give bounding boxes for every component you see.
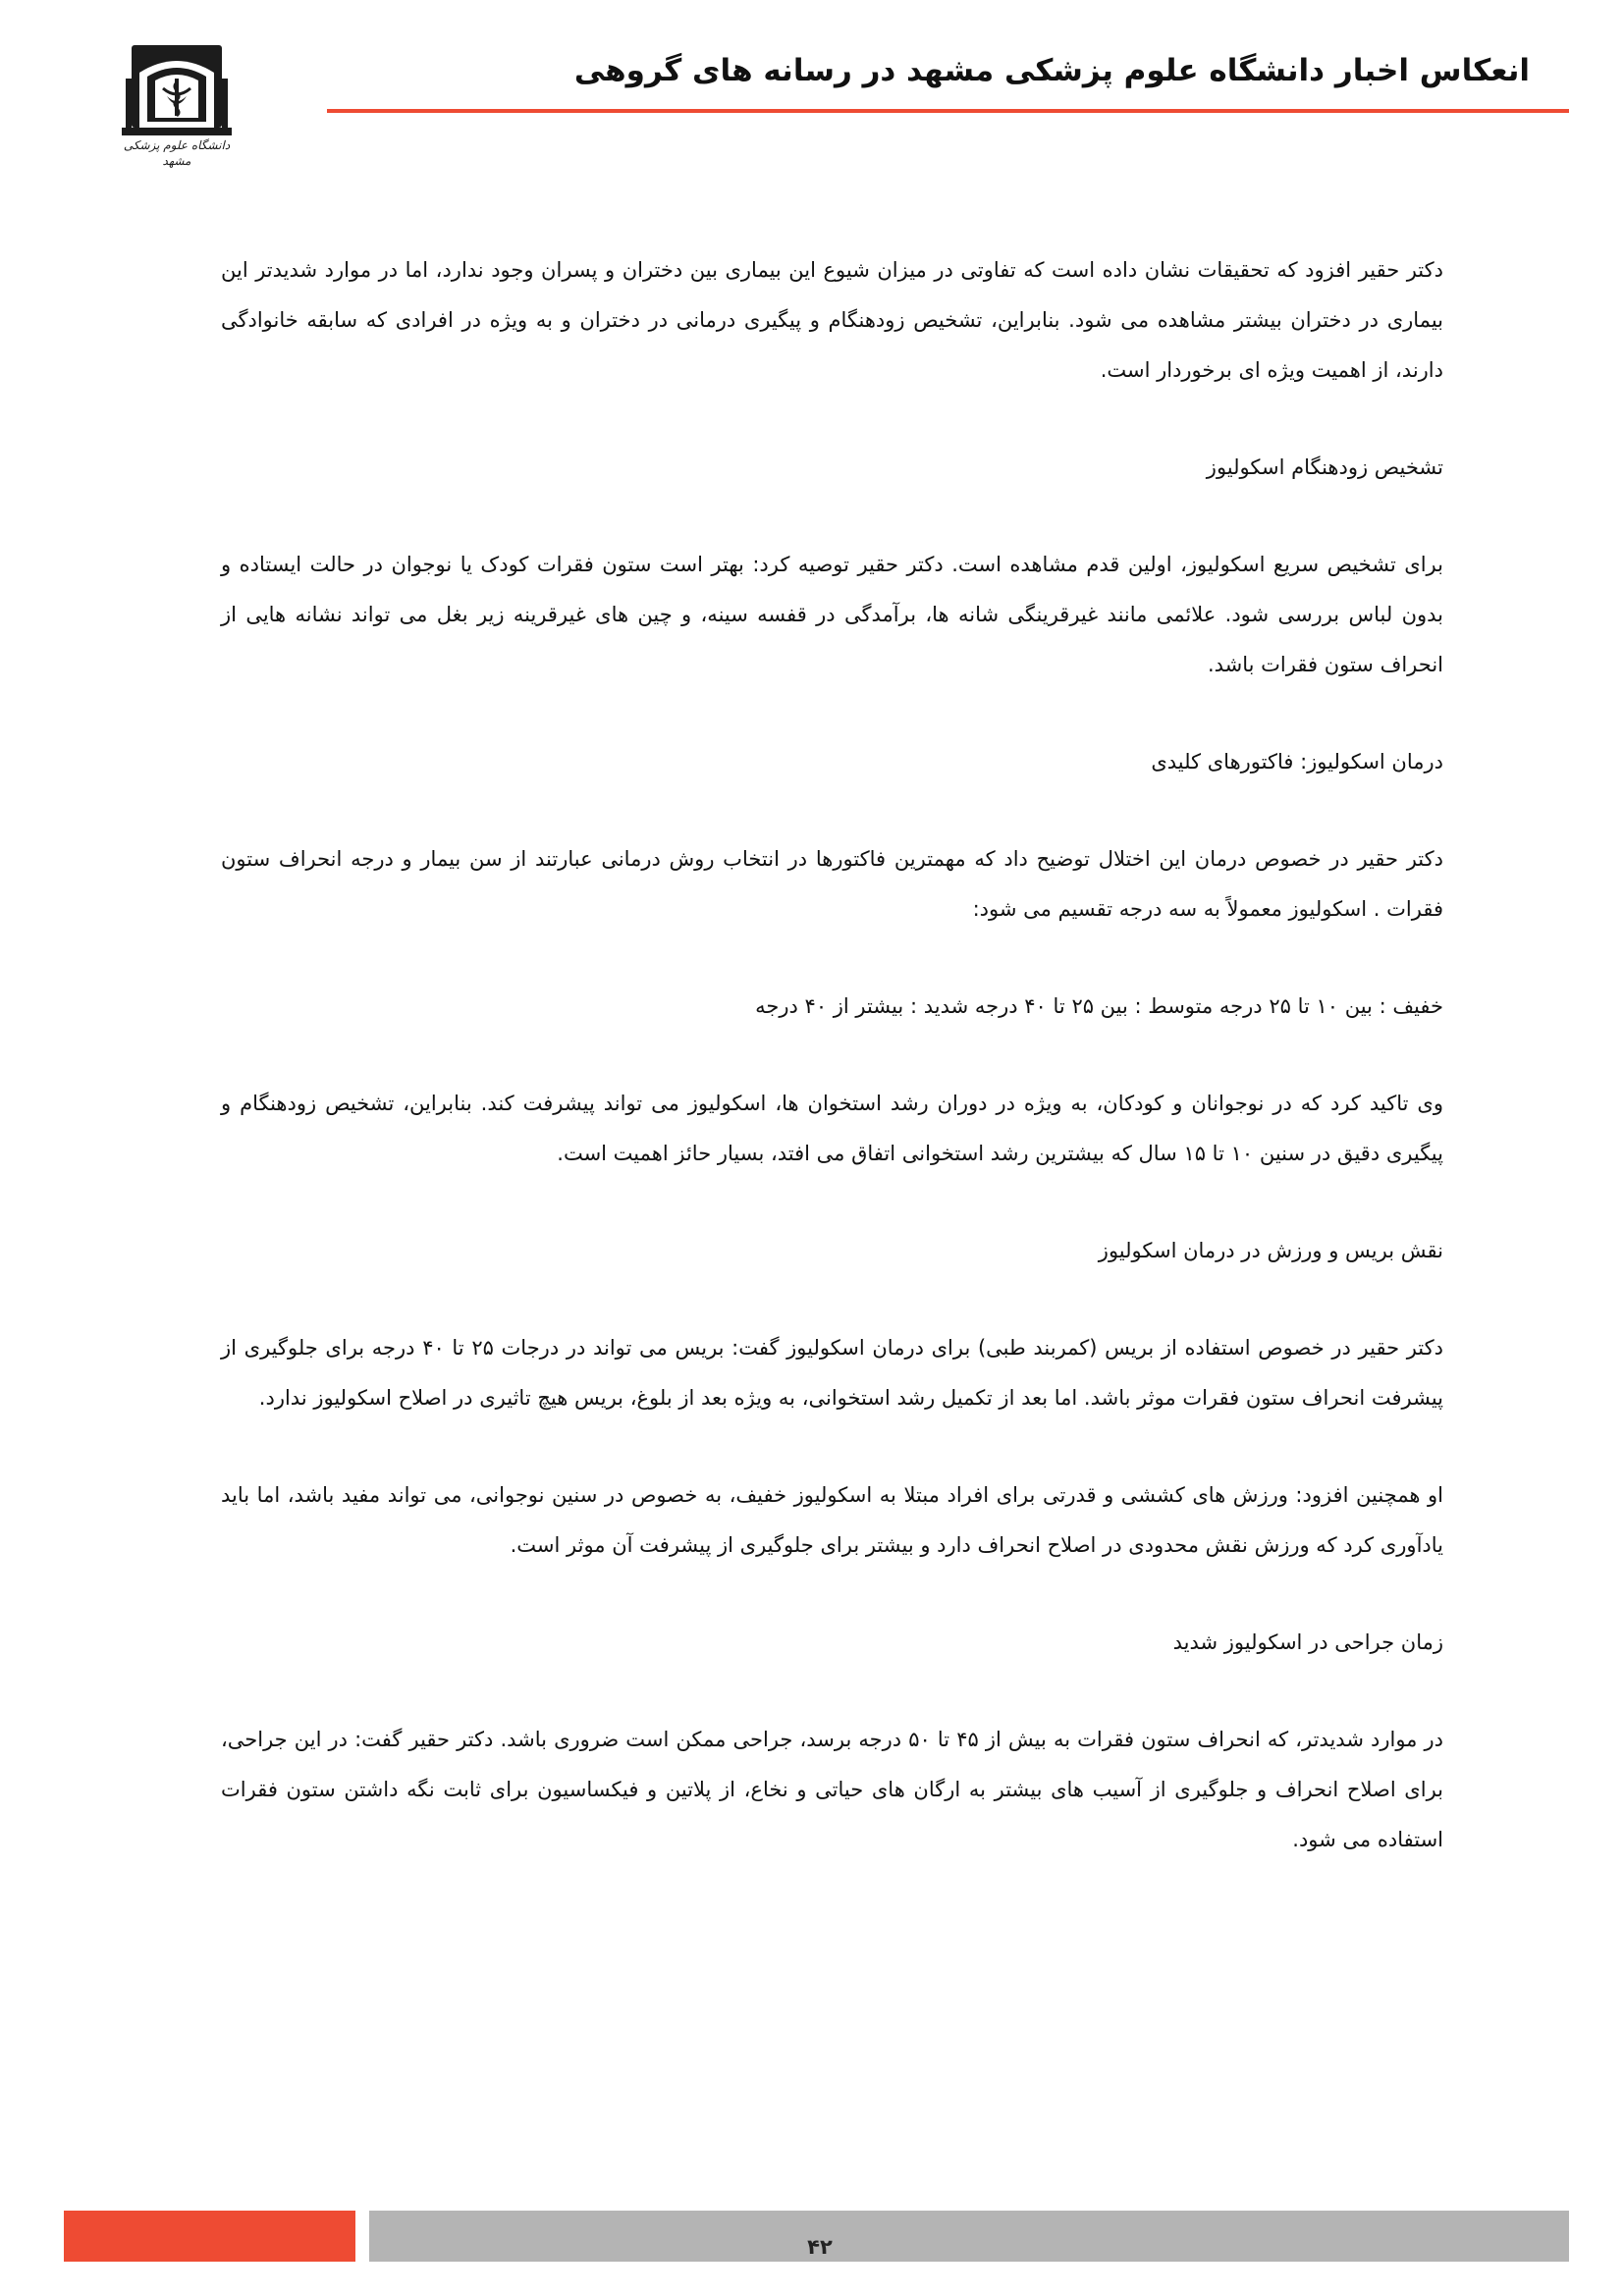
article-paragraph: برای تشخیص سریع اسکولیوز، اولین قدم مشاهده است. دکتر حقیر توصیه کرد: بهتر است ستون فقرات کودک یا نوجوان در حالت ایستاده و بدون لباس بررسی شود. علائمی مانند غیرقرینگی شانه ها، برآمدگی در قفسه سینه، و چین های غیرقرینه زیر بغل می تواند نشانه هایی از انحراف ستون فقرات باشد. (221, 553, 1443, 676)
footer-gray-bar (369, 2211, 1569, 2262)
section-heading: نقش بریس و ورزش در درمان اسکولیوز (1098, 1239, 1443, 1262)
section-heading: زمان جراحی در اسکولیوز شدید (1172, 1630, 1443, 1654)
article-body (221, 245, 1443, 1865)
university-logo (118, 39, 236, 167)
section-heading: تشخیص زودهنگام اسکولیوز (1206, 455, 1443, 479)
header-divider (327, 109, 1569, 113)
page-header-title: انعکاس اخبار دانشگاه علوم پزشکی مشهد در رسانه های گروهی (573, 53, 1530, 88)
article-paragraph: وی تاکید کرد که در نوجوانان و کودکان، به ویژه در دوران رشد استخوان ها، اسکولیوز می تواند پیشرفت کند. بنابراین، تشخیص زودهنگام و پیگیری دقیق در سنین ۱۰ تا ۱۵ سال که بیشترین رشد استخوانی اتفاق می افتد، بسیار حائز اهمیت است. (221, 1092, 1443, 1165)
page-number: ۴۲ (807, 2235, 833, 2259)
section-heading: درمان اسکولیوز: فاکتورهای کلیدی (1151, 750, 1443, 774)
article-paragraph: دکتر حقیر در خصوص استفاده از بریس (کمربند طبی) برای درمان اسکولیوز گفت: بریس می تواند در درجات ۲۵ تا ۴۰ درجه برای جلوگیری از پیشرفت انحراف ستون فقرات موثر باشد. اما بعد از تکمیل رشد استخوانی، به ویژه بعد از بلوغ، بریس هیچ تاثیری در اصلاح اسکولیوز ندارد. (221, 1336, 1443, 1410)
article-paragraph: دکتر حقیر افزود که تحقیقات نشان داده است که تفاوتی در میزان شیوع این بیماری بین دختران و پسران وجود ندارد، اما در موارد شدیدتر این بیماری در دختران بیشتر مشاهده می شود. بنابراین، تشخیص زودهنگام و پیگیری درمانی در دختران و به ویژه در افرادی که سابقه خانوادگی دارند، از اهمیت ویژه ای برخوردار است. (221, 258, 1443, 382)
footer-red-bar (64, 2211, 355, 2262)
article-paragraph: دکتر حقیر در خصوص درمان این اختلال توضیح داد که مهمترین فاکتورها در انتخاب روش درمانی عبارتند از سن بیمار و درجه انحراف ستون فقرات . اسکولیوز معمولاً به سه درجه تقسیم می شود: (221, 847, 1443, 921)
article-paragraph: در موارد شدیدتر، که انحراف ستون فقرات به بیش از ۴۵ تا ۵۰ درجه برسد، جراحی ممکن است ضروری باشد. دکتر حقیر گفت: در این جراحی، برای اصلاح انحراف و جلوگیری از آسیب های بیشتر به ارگان های حیاتی و نخاع، از پلاتین و فیکساسیون برای ثابت نگه داشتن ستون فقرات استفاده می شود. (221, 1728, 1444, 1851)
logo-caption: دانشگاه علوم پزشکی مشهد (123, 138, 231, 168)
severity-grades-line: خفیف : بین ۱۰ تا ۲۵ درجه متوسط : بین ۲۵ تا ۴۰ درجه شدید : بیشتر از ۴۰ درجه (755, 994, 1443, 1018)
article-paragraph: او همچنین افزود: ورزش های کششی و قدرتی برای افراد مبتلا به اسکولیوز خفیف، به خصوص در سنین نوجوانی، می تواند مفید باشد، اما باید یادآوری کرد که ورزش نقش محدودی در اصلاح انحراف دارد و بیشتر برای جلوگیری از پیشرفت آن موثر است. (221, 1483, 1443, 1557)
